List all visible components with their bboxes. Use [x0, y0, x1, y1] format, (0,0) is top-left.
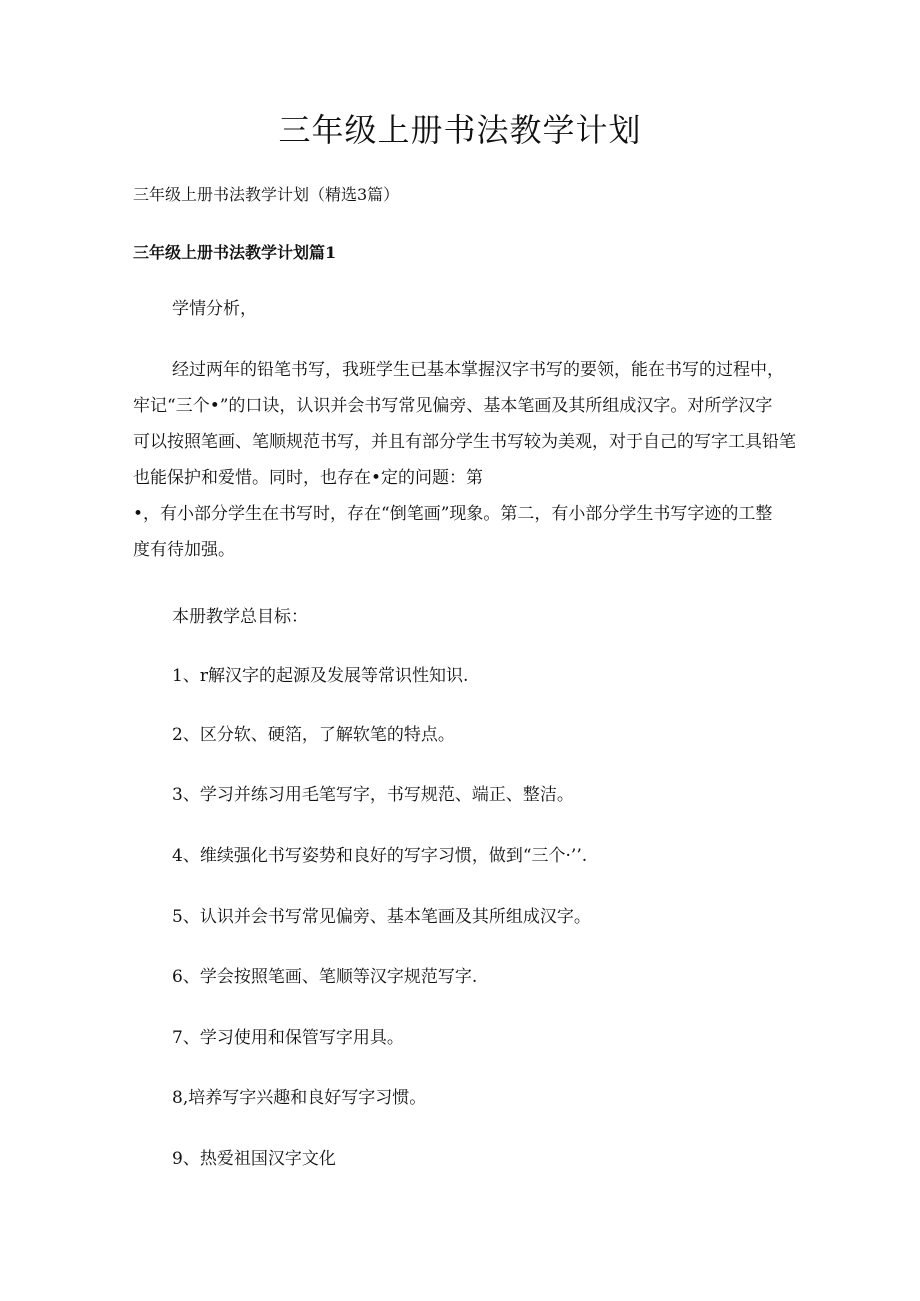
goal-item: 7、学习使用和保管写字用具。 [172, 1028, 404, 1048]
analysis-line: 也能保护和爱惜。同时，也存在•定的问题：第 [133, 468, 484, 488]
goals-label: 本册教学总目标： [172, 607, 308, 627]
goal-item: 5、认识并会书写常见偏旁、基本笔画及其所组成汉字。 [172, 907, 591, 927]
goal-item: 8,培养写字兴趣和良好写字习惯。 [172, 1088, 427, 1108]
analysis-line: 可以按照笔画、笔顺规范书写，并且有部分学生书写较为美观，对于自己的写字工具铅笔 [133, 432, 796, 452]
goal-item: 1、r解汉字的起源及发展等常识性知识. [172, 666, 469, 686]
section-heading: 三年级上册书法教学计划篇1 [133, 243, 337, 262]
goal-item: 9、热爱祖国汉字文化 [172, 1149, 336, 1169]
analysis-line: •，有小部分学生在书写时，存在“倒笔画”现象。第二，有小部分学生书写字迹的工整 [133, 504, 773, 524]
analysis-line: 度有待加强。 [133, 540, 235, 560]
analysis-line: 经过两年的铅笔书写，我班学生已基本掌握汉字书写的要领，能在书写的过程中， [172, 360, 784, 380]
analysis-label: 学情分析， [172, 299, 257, 319]
goal-item: 2、区分软、硬箔，了解软笔的特点。 [172, 725, 455, 745]
analysis-paragraph [133, 352, 813, 568]
document-subtitle: 三年级上册书法教学计划（精选3篇） [133, 185, 400, 204]
goal-item: 6、学会按照笔画、笔顺等汉字规范写字. [172, 967, 478, 987]
analysis-line: 牢记“三个•”的口诀，认识并会书写常见偏旁、基本笔画及其所组成汉字。对所学汉字 [133, 396, 773, 416]
goal-item: 4、维续强化书写姿势和良好的写字习惯，做到“三个·’’. [172, 846, 588, 866]
goal-item: 3、学习并练习用毛笔写字，书写规范、端正、整洁。 [172, 785, 574, 805]
page-title: 三年级上册书法教学计划 [278, 111, 642, 149]
